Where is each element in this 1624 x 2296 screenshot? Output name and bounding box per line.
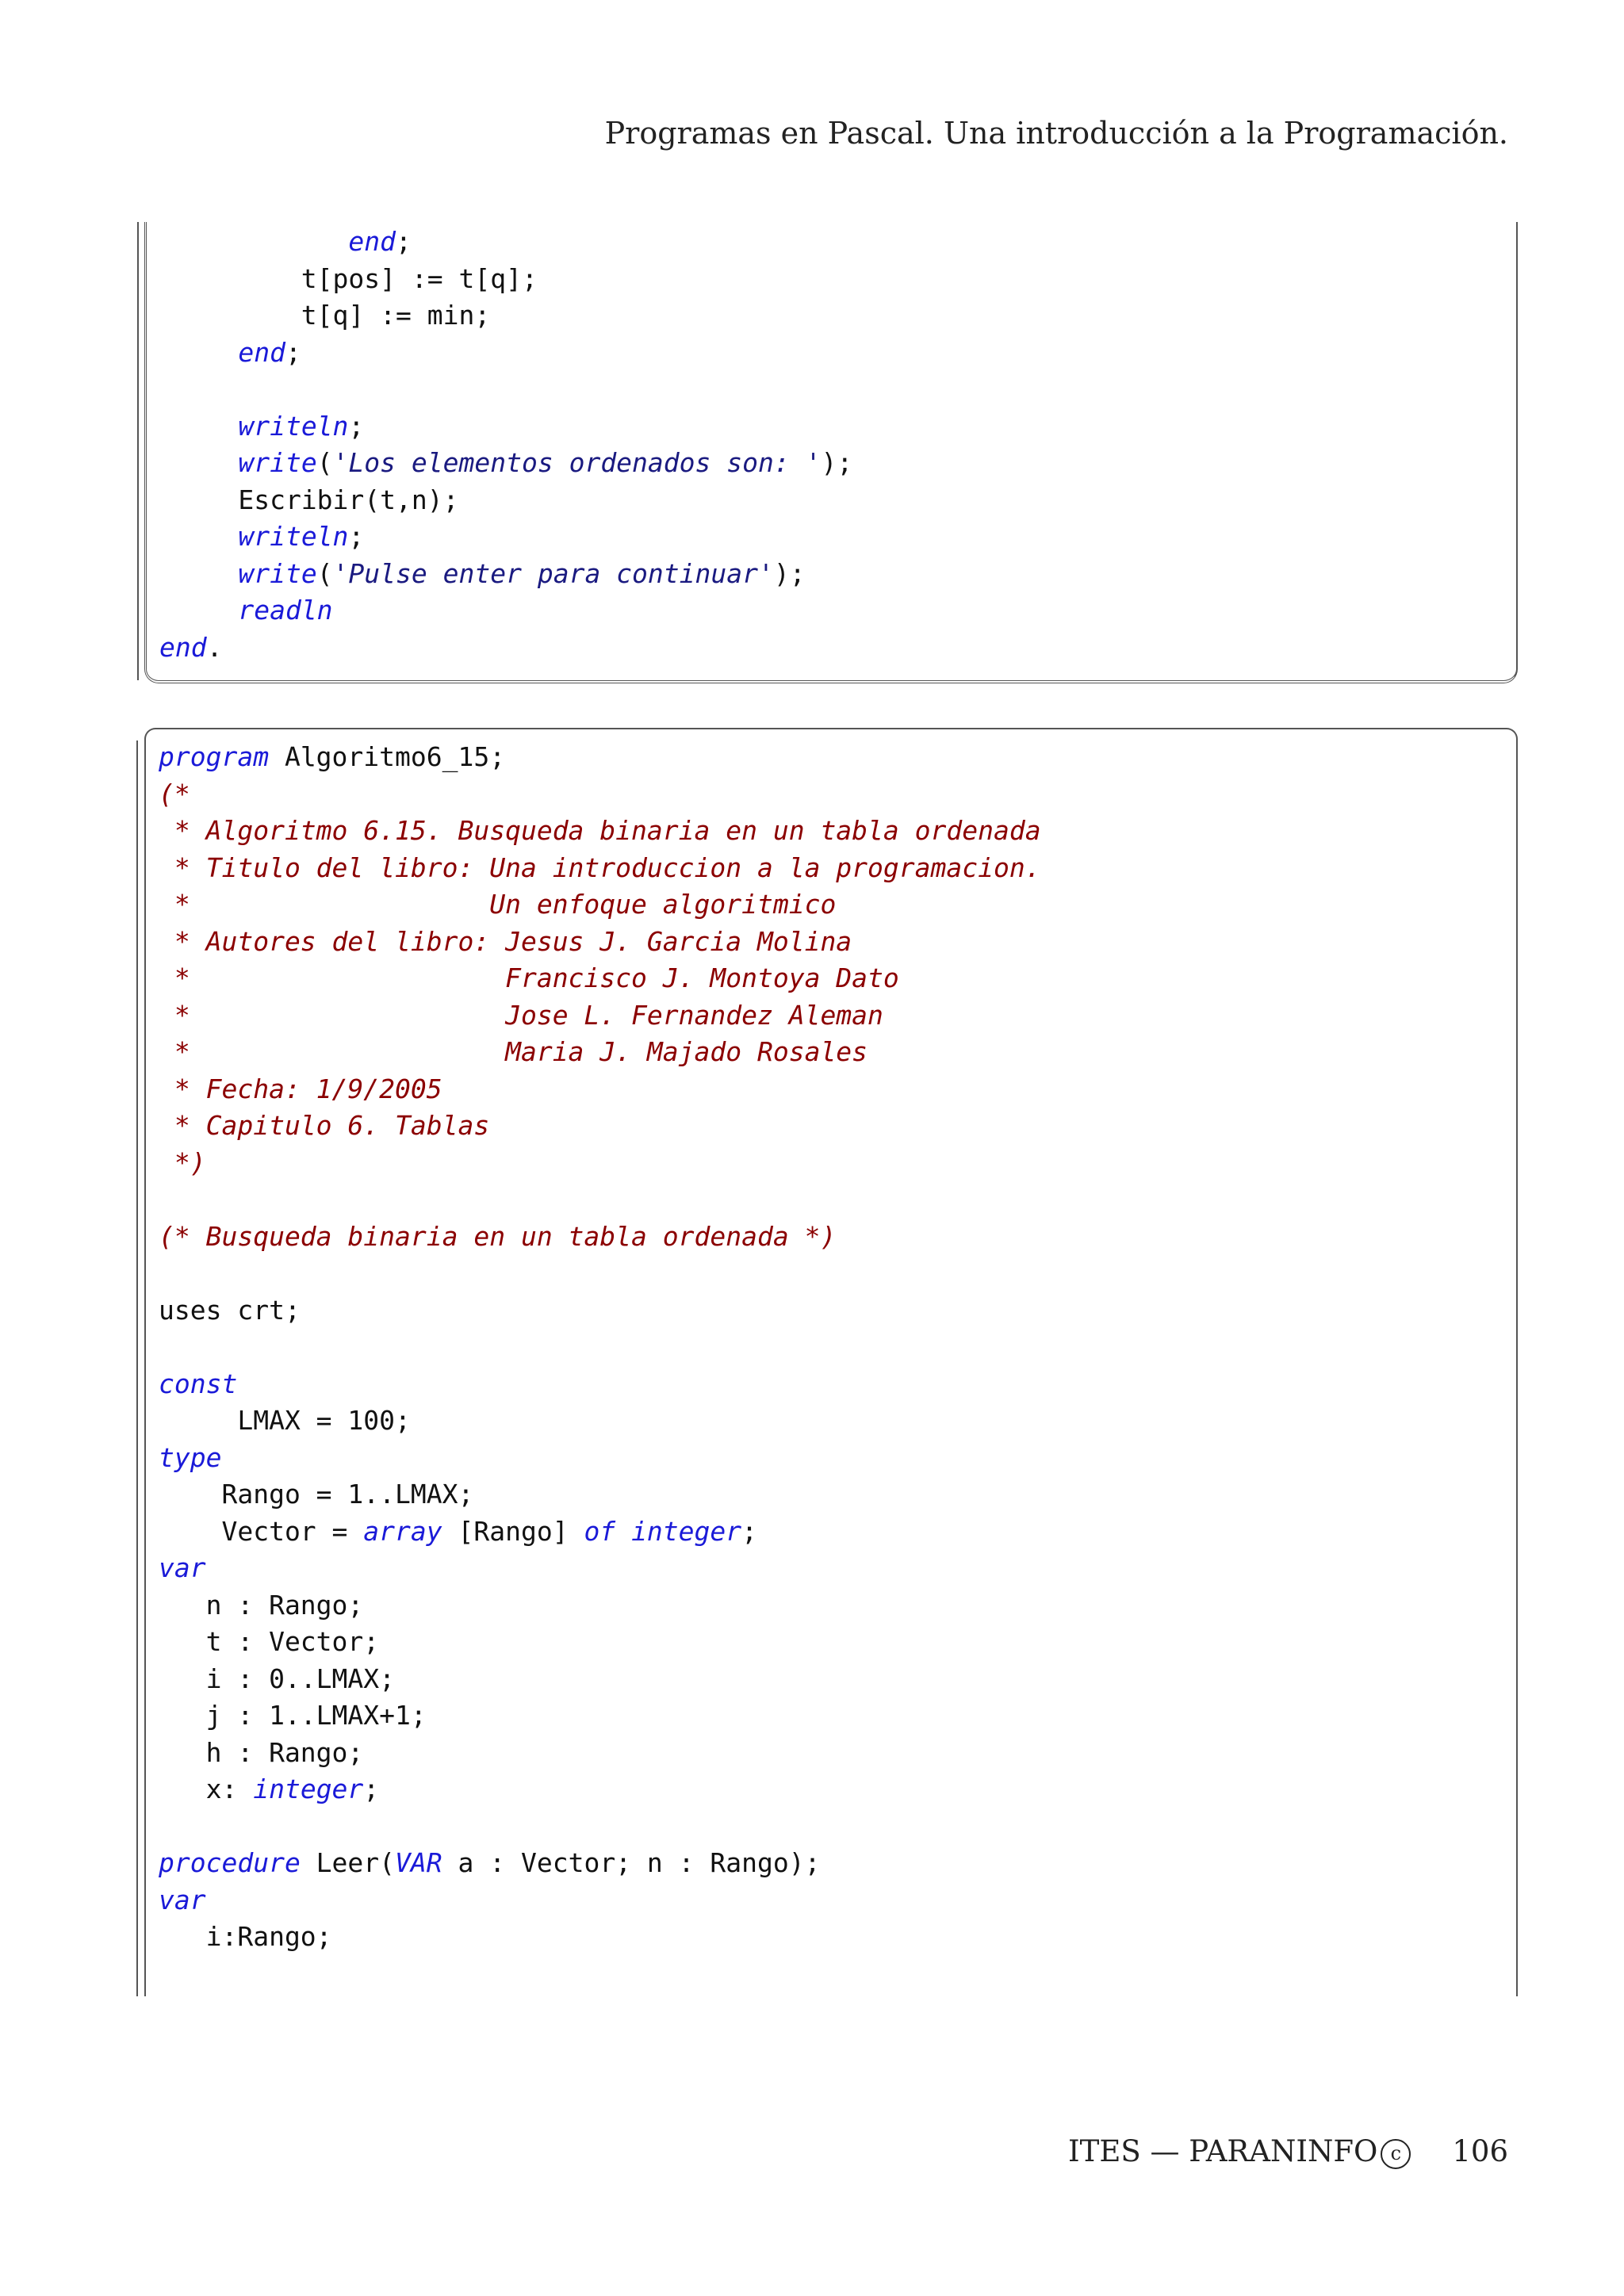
code-keyword: write — [238, 557, 317, 589]
code-text: ( — [316, 447, 333, 478]
code-text: Leer( — [300, 1847, 396, 1878]
code-comment: * Maria J. Majado Rosales — [159, 1036, 868, 1067]
code-text — [615, 1516, 631, 1547]
code-text: x: — [159, 1774, 254, 1804]
code-line — [159, 1181, 1041, 1219]
code-line — [159, 739, 1041, 776]
code-line — [159, 1808, 1041, 1846]
code-text: a : Vector; n : Rango); — [442, 1847, 821, 1878]
code-listing-continued — [144, 222, 1518, 683]
code-text — [159, 595, 238, 626]
code-text — [159, 447, 238, 478]
code-text: n : Rango; — [159, 1589, 364, 1621]
code-line — [159, 335, 852, 372]
code-keyword: end — [348, 226, 396, 257]
code-text: ( — [316, 557, 333, 589]
code-line — [159, 1513, 1041, 1551]
code-line — [159, 1034, 1041, 1071]
code-text — [159, 337, 238, 368]
code-block — [159, 224, 852, 666]
code-keyword: readln — [238, 595, 333, 626]
code-text — [159, 521, 238, 552]
code-keyword: writeln — [238, 521, 349, 552]
code-keyword: integer — [253, 1774, 364, 1804]
code-line — [159, 1624, 1041, 1661]
code-keyword: var — [159, 1552, 206, 1583]
code-line — [159, 1366, 1041, 1403]
code-line — [159, 1440, 1041, 1477]
code-line — [159, 1071, 1041, 1108]
code-line — [159, 850, 1041, 887]
code-text: ; — [396, 226, 412, 257]
code-text: [Rango] — [442, 1515, 584, 1547]
code-line — [159, 1845, 1041, 1882]
code-text: ; — [348, 410, 365, 442]
code-comment: * Algoritmo 6.15. Busqueda binaria en un tabla ordenada — [159, 815, 1041, 846]
code-text — [159, 226, 348, 257]
code-comment: *) — [159, 1146, 206, 1178]
code-comment: * Jose L. Fernandez Aleman — [159, 999, 883, 1031]
code-line — [159, 960, 1041, 997]
code-line — [159, 1329, 1041, 1366]
code-keyword: VAR — [395, 1847, 442, 1878]
code-keyword: end — [238, 336, 285, 368]
code-line — [159, 1919, 1041, 1956]
code-line — [159, 1219, 1041, 1256]
code-text: Escribir(t,n); — [159, 484, 459, 515]
code-comment: * Un enfoque algoritmico — [159, 889, 837, 920]
page-header: Programas en Pascal. Una introducción a la Programación. — [604, 116, 1508, 151]
code-comment: (* Busqueda binaria en un tabla ordenada *) — [159, 1220, 837, 1252]
code-block — [159, 739, 1041, 1956]
code-text: uses crt; — [159, 1294, 301, 1326]
code-line — [159, 408, 852, 446]
code-line — [159, 776, 1041, 813]
code-keyword: write — [238, 447, 317, 478]
code-keyword: const — [159, 1368, 238, 1399]
code-text: ; — [285, 336, 301, 368]
code-line — [159, 445, 852, 482]
code-line — [159, 1771, 1041, 1808]
code-text: ; — [741, 1515, 758, 1547]
code-comment: * Autores del libro: Jesus J. Garcia Molina — [159, 925, 852, 957]
code-line — [159, 556, 852, 593]
code-keyword: procedure — [159, 1847, 301, 1878]
code-text: Algoritmo6_15; — [269, 741, 506, 772]
code-comment: * Francisco J. Montoya Dato — [159, 962, 899, 993]
code-text: t[pos] := t[q]; — [159, 262, 538, 294]
code-line — [159, 297, 852, 335]
code-line — [159, 1476, 1041, 1513]
code-text: j : 1..LMAX+1; — [159, 1700, 427, 1731]
code-text: i:Rango; — [159, 1921, 332, 1952]
code-comment: * Fecha: 1/9/2005 — [159, 1073, 442, 1104]
code-line — [159, 1882, 1041, 1919]
code-line — [159, 1145, 1041, 1182]
code-keyword: end — [159, 631, 207, 663]
code-line — [159, 592, 852, 629]
code-line — [159, 1255, 1041, 1292]
footer-publisher: ITES — PARANINFO — [1068, 2134, 1378, 2168]
code-keyword: type — [159, 1441, 222, 1473]
code-text: ); — [821, 447, 853, 478]
code-text — [159, 411, 238, 442]
code-comment: * Titulo del libro: Una introduccion a la programacion. — [159, 851, 1041, 883]
code-comment: (* — [159, 778, 190, 809]
code-line — [159, 924, 1041, 961]
code-comment: * Capitulo 6. Tablas — [159, 1110, 490, 1141]
code-text: . — [206, 631, 223, 663]
code-keyword: of — [584, 1515, 616, 1547]
code-text: i : 0..LMAX; — [159, 1663, 396, 1694]
code-line — [159, 261, 852, 298]
code-line — [159, 1661, 1041, 1698]
code-line — [159, 1292, 1041, 1330]
code-line — [159, 1697, 1041, 1735]
code-keyword: var — [159, 1884, 206, 1915]
code-text: ; — [363, 1774, 380, 1804]
code-keyword: program — [159, 741, 270, 772]
code-keyword: writeln — [238, 410, 349, 442]
code-line — [159, 629, 852, 667]
code-text: Vector = — [159, 1515, 364, 1547]
code-text: t[q] := min; — [159, 300, 491, 331]
code-line — [159, 371, 852, 408]
code-line — [159, 224, 852, 261]
code-keyword: integer — [631, 1515, 742, 1547]
page-footer — [1068, 2134, 1508, 2169]
code-text: Rango = 1..LMAX; — [159, 1479, 474, 1510]
code-text: t : Vector; — [159, 1626, 380, 1657]
code-text: LMAX = 100; — [159, 1405, 411, 1436]
copyright-icon: c — [1381, 2139, 1411, 2169]
code-line — [159, 1550, 1041, 1587]
code-text — [159, 558, 238, 589]
code-line — [159, 886, 1041, 924]
code-line — [159, 1587, 1041, 1624]
code-line — [159, 1735, 1041, 1772]
code-line — [159, 519, 852, 556]
code-line — [159, 997, 1041, 1035]
page-number: 106 — [1452, 2134, 1508, 2168]
code-string: 'Pulse enter para continuar' — [332, 557, 774, 589]
code-line — [159, 1108, 1041, 1145]
code-keyword: array — [363, 1515, 442, 1547]
code-line — [159, 482, 852, 519]
code-text: ; — [348, 521, 365, 552]
code-line — [159, 813, 1041, 850]
code-string: 'Los elementos ordenados son: ' — [332, 447, 822, 478]
code-text: ); — [773, 557, 806, 589]
code-line — [159, 1402, 1041, 1440]
code-text: h : Rango; — [159, 1736, 364, 1768]
code-listing-algoritmo6-15 — [144, 728, 1518, 1996]
